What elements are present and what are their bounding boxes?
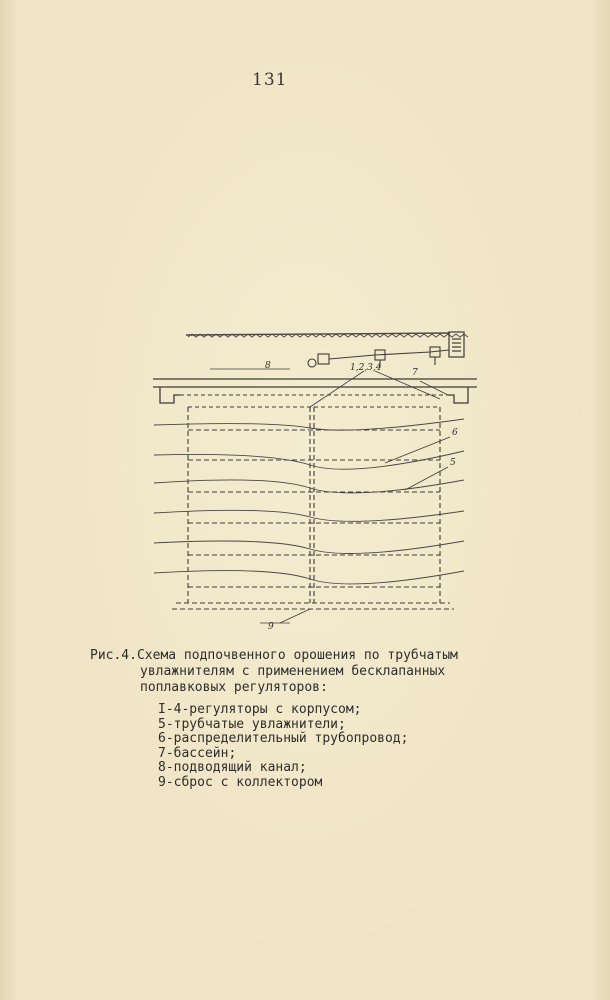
callout-pipeline: 6	[452, 428, 458, 438]
page-number: 131	[252, 70, 288, 90]
legend-item: 8-подводящий канал;	[158, 760, 307, 775]
callout-discharge: 9	[268, 622, 274, 632]
caption-line-3: поплавковых регуляторов:	[140, 680, 328, 695]
irrigation-scheme-figure	[150, 325, 480, 635]
callout-regulators: 1,2,3,4	[350, 363, 382, 373]
legend-item: 5-трубчатые увлажнители;	[158, 716, 346, 732]
legend-item: 9-сброс с коллектором	[158, 774, 323, 790]
legend-item: I-4-регуляторы с корпусом;	[158, 702, 362, 717]
callout-canal: 8	[265, 361, 271, 371]
figure-caption	[90, 648, 530, 696]
legend-item: 7-бассейн;	[158, 745, 237, 761]
callout-pool: 7	[412, 368, 418, 378]
caption-line-2: увлажнителям с применением бесклапанных	[140, 664, 446, 679]
ground-surface	[186, 333, 468, 337]
distribution-pipeline	[180, 395, 448, 407]
supply-canal	[153, 369, 477, 387]
contour-lines	[154, 419, 464, 584]
callout-humidifiers: 5	[450, 458, 456, 468]
figure-legend	[158, 703, 408, 790]
humidifier-network	[172, 407, 454, 609]
callout-leaders	[260, 371, 450, 623]
scheme-drawing	[150, 325, 480, 635]
legend-item: 6-распределительный трубопровод;	[158, 731, 409, 746]
caption-line-1: Рис.4.Схема подпочвенного орошения по трубчатым	[90, 648, 458, 663]
